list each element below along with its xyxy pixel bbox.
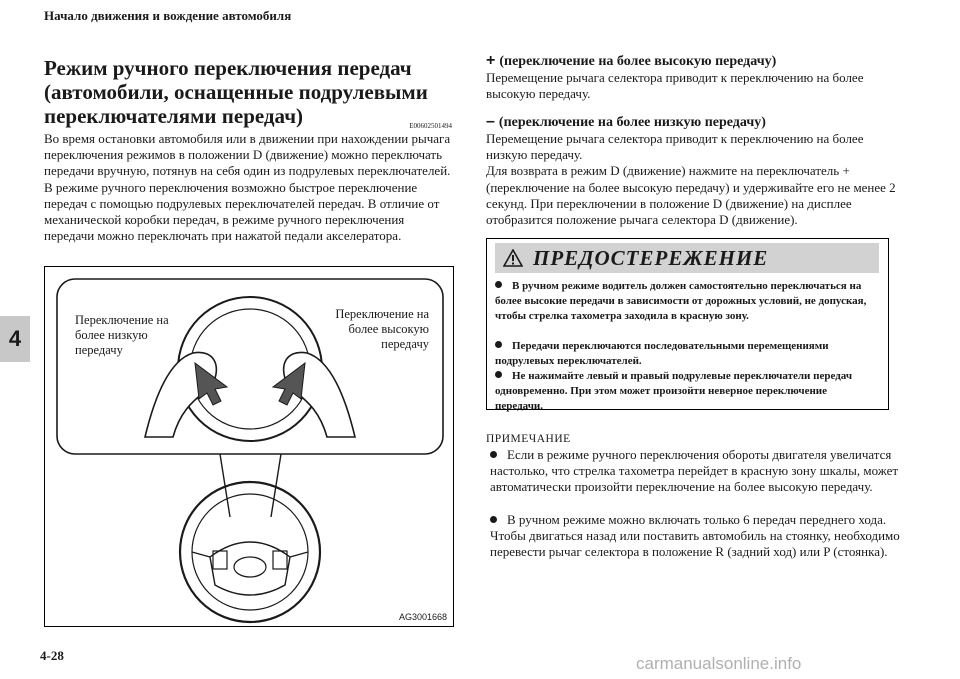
bullet-icon xyxy=(495,281,502,288)
warning-box xyxy=(486,238,889,410)
warning-item: В ручном режиме водитель должен самостоятельно переключаться на более высокие передачи в зависимости от дорожных условий, не допуская, чтобы стрелка тахометра заходила в красную зону. xyxy=(495,280,867,322)
page-number: 4-28 xyxy=(40,648,64,663)
warning-header xyxy=(495,243,879,273)
upshift-text: Перемещение рычага селектора приводит к переключению на более высокую передачу. xyxy=(486,70,864,102)
note-item: В ручном режиме можно включать только 6 передач переднего хода. Чтобы двигаться назад или поставить автомобиль на стоянку, необходимо перевести рычаг селектора в положение R (задний ход) или P (стоянка). xyxy=(490,512,900,560)
upshift-heading: + (переключение на более высокую передачу) xyxy=(486,52,777,69)
bullet-icon xyxy=(490,516,497,523)
figure-label-upshift: Переключение на более высокую передачу xyxy=(335,307,429,351)
upshift-section xyxy=(486,52,896,102)
plus-icon: + xyxy=(486,52,496,69)
chapter-tab: 4 xyxy=(0,316,30,362)
downshift-heading: – (переключение на более низкую передачу) xyxy=(486,113,766,130)
note-title: ПРИМЕЧАНИЕ xyxy=(486,433,571,445)
steering-wheel-figure xyxy=(44,266,454,627)
section-title: Режим ручного переключения передач (автомобили, оснащенные подрулевыми переключателями передач) xyxy=(44,56,428,128)
warning-triangle-icon xyxy=(503,249,523,267)
figure-code: AG3001668 xyxy=(398,612,447,622)
warning-item: Передачи переключаются последовательными перемещениями подрулевых переключателей. xyxy=(495,340,829,367)
downshift-text: Перемещение рычага селектора приводит к переключению на более низкую передачу. xyxy=(486,131,864,163)
bullet-icon xyxy=(495,341,502,348)
bullet-icon xyxy=(495,371,502,378)
note-item: Если в режиме ручного переключения обороты двигателя увеличатся настолько, что стрелка тахометра перейдет в красную зону шкалы, может автоматически произойти переключение на более высокую передачу. xyxy=(490,447,899,495)
return-to-d-text: Для возврата в режим D (движение) нажмите на переключатель + (переключение на более высокую передачу) и удерживайте его не менее 2 секунд. При переключении в положение D (движение) на дисплее отобразится положение рычага селектора D (движение). xyxy=(486,163,896,228)
warning-title: ПРЕДОСТЕРЕЖЕНИЕ xyxy=(533,245,769,270)
warning-item: Не нажимайте левый и правый подрулевые переключатели передач одновременно. При этом может произойти неверное переключение передачи. xyxy=(495,370,853,412)
intro-paragraph: Во время остановки автомобиля или в движении при нахождении рычага переключения режимов в положении D (движение) можно переключать передачи вручную, потянув на себя один из подрулевых переключателей. В режиме ручного переключения возможно быстрое переключение передач с помощью подрулевых переключателей передач. В отличие от механической коробки передач, в режиме ручного переключения передачи можно переключать при нажатой педали акселератора. xyxy=(44,131,451,244)
downshift-section xyxy=(486,113,896,228)
chapter-header: Начало движения и вождение автомобиля xyxy=(44,8,292,23)
section-code: E00602501494 xyxy=(409,122,452,130)
bullet-icon xyxy=(490,451,497,458)
watermark: carmanualsonline.info xyxy=(636,654,802,673)
minus-icon: – xyxy=(486,113,495,130)
figure-label-downshift: Переключение на более низкую передачу xyxy=(75,313,169,357)
